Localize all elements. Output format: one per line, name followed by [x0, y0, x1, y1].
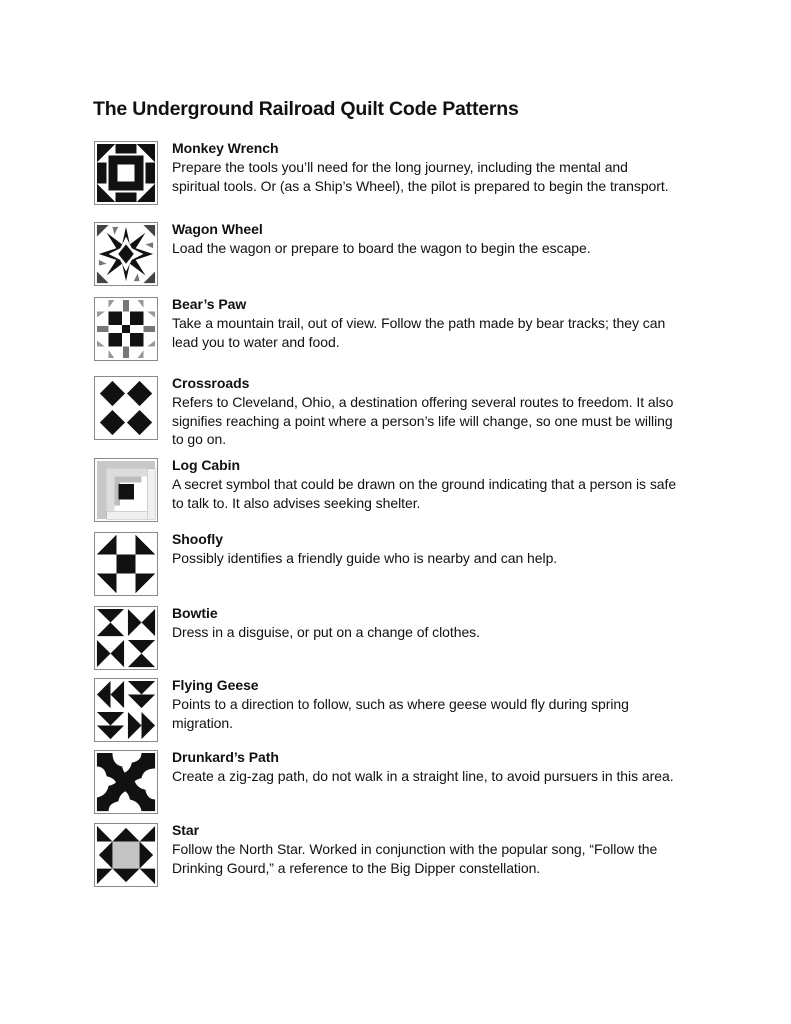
monkey-wrench-quilt-icon [94, 141, 158, 205]
pattern-name: Wagon Wheel [172, 221, 263, 237]
bears-paw-quilt-icon [94, 297, 158, 361]
wagon-wheel-quilt-icon [94, 222, 158, 286]
pattern-description: Load the wagon or prepare to board the wagon to begin the escape. [172, 239, 591, 256]
star-quilt-icon [94, 823, 158, 887]
pattern-description: Possibly identifies a friendly guide who is nearby and can help. [172, 549, 558, 566]
drunkards-path-quilt-icon [94, 750, 158, 814]
flying-geese-quilt-icon [94, 678, 158, 742]
crossroads-quilt-icon [94, 376, 158, 440]
log-cabin-quilt-icon [94, 458, 158, 522]
pattern-name: Log Cabin [172, 457, 240, 473]
pattern-name: Drunkard’s Path [172, 749, 279, 765]
pattern-description: Create a zig-zag path, do not walk in a straight line, to avoid pursuers in this area. [172, 767, 674, 784]
pattern-description: A secret symbol that could be drawn on the ground indicating that a person is safe to talk to. It also advises seeking shelter. [172, 475, 677, 511]
shoofly-quilt-icon [94, 532, 158, 596]
bowtie-quilt-icon [94, 606, 158, 670]
pattern-description: Take a mountain trail, out of view. Follow the path made by bear tracks; they can lead you to water and food. [172, 314, 666, 350]
pattern-name: Crossroads [172, 375, 250, 391]
pattern-description: Prepare the tools you’ll need for the long journey, including the mental and spiritual tools. Or (as a Ship’s Wheel), the pilot is prepared to begin the transport. [172, 158, 669, 194]
pattern-description: Refers to Cleveland, Ohio, a destination offering several routes to freedom. It also signifies reaching a point where a person’s life will change, so one must be willing to go on. [172, 393, 674, 448]
page-title: The Underground Railroad Quilt Code Patterns [93, 98, 519, 120]
pattern-description: Dress in a disguise, or put on a change of clothes. [172, 623, 480, 640]
pattern-name: Flying Geese [172, 677, 259, 693]
pattern-name: Bowtie [172, 605, 218, 621]
pattern-name: Star [172, 822, 200, 838]
pattern-name: Shoofly [172, 531, 223, 547]
pattern-description: Follow the North Star. Worked in conjunction with the popular song, “Follow the Drinking Gourd,” a reference to the Big Dipper constellation. [172, 840, 658, 876]
pattern-name: Monkey Wrench [172, 140, 279, 156]
pattern-description: Points to a direction to follow, such as where geese would fly during spring migration. [172, 695, 629, 731]
pattern-name: Bear’s Paw [172, 296, 247, 312]
